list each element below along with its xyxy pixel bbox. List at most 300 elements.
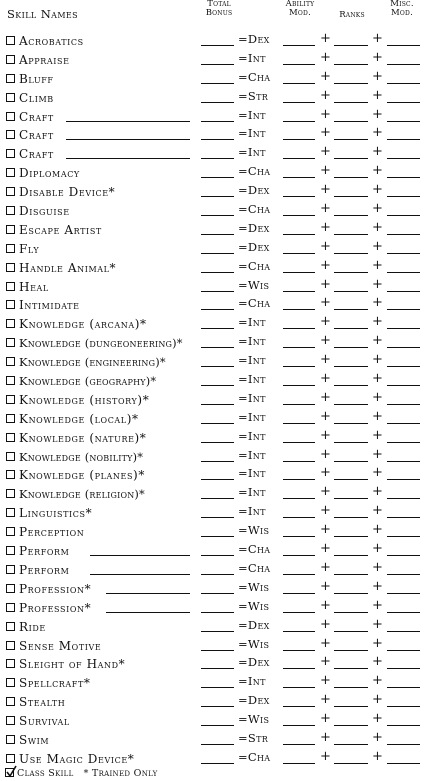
class-skill-checkbox[interactable] (6, 678, 15, 687)
ability-mod-field[interactable] (283, 593, 315, 594)
total-bonus-field[interactable] (201, 347, 234, 348)
skill-row (0, 748, 441, 767)
class-skill-checkbox[interactable] (6, 716, 15, 725)
ability-mod-field[interactable] (283, 272, 315, 273)
skill-row (0, 87, 441, 106)
ranks-field[interactable] (334, 45, 368, 46)
ability-label: =Cha (238, 258, 271, 273)
ability-mod-field[interactable] (283, 404, 315, 405)
ability-label: =Cha (238, 542, 271, 557)
total-bonus-field[interactable] (201, 517, 234, 518)
total-bonus-field[interactable] (201, 291, 234, 292)
header-misc-mod (384, 0, 420, 18)
misc-mod-field[interactable] (387, 423, 420, 424)
class-skill-checkbox[interactable] (6, 357, 15, 366)
plus-sign: + (372, 427, 383, 443)
ranks-field[interactable] (334, 517, 368, 518)
ranks-field[interactable] (334, 215, 368, 216)
total-bonus-field[interactable] (201, 83, 234, 84)
skill-name: Craft (19, 147, 54, 162)
class-skill-checkbox[interactable] (6, 584, 15, 593)
total-bonus-field[interactable] (201, 328, 234, 329)
ability-mod-field[interactable] (283, 687, 315, 688)
skill-row (0, 219, 441, 238)
header-ability-mod-line1: Ability (285, 0, 315, 9)
skill-row (0, 635, 441, 654)
misc-mod-field[interactable] (387, 612, 420, 613)
misc-mod-field[interactable] (387, 83, 420, 84)
total-bonus-field[interactable] (201, 423, 234, 424)
total-bonus-field[interactable] (201, 215, 234, 216)
plus-sign: + (372, 333, 383, 349)
ability-label: =Dex (238, 693, 270, 708)
class-skill-checkbox[interactable] (6, 433, 15, 442)
misc-mod-field[interactable] (387, 668, 420, 669)
plus-sign: + (372, 276, 383, 292)
class-skill-checkbox[interactable] (6, 452, 15, 461)
ability-label: =Int (238, 372, 266, 387)
ranks-field[interactable] (334, 196, 368, 197)
total-bonus-field[interactable] (201, 272, 234, 273)
class-skill-checkbox[interactable] (6, 149, 15, 158)
misc-mod-field[interactable] (387, 309, 420, 310)
misc-mod-field[interactable] (387, 593, 420, 594)
ability-mod-field[interactable] (283, 366, 315, 367)
ability-label: =Dex (238, 183, 270, 198)
ability-mod-field[interactable] (283, 253, 315, 254)
misc-mod-field[interactable] (387, 121, 420, 122)
plus-sign: + (320, 389, 331, 405)
ranks-field[interactable] (334, 385, 368, 386)
plus-sign: + (320, 182, 331, 198)
ability-label: =Int (238, 353, 266, 368)
ranks-field[interactable] (334, 498, 368, 499)
class-skill-checkbox[interactable] (6, 622, 15, 631)
plus-sign: + (320, 87, 331, 103)
ability-mod-field[interactable] (283, 83, 315, 84)
skill-name: Acrobatics (19, 34, 84, 48)
plus-sign: + (372, 389, 383, 405)
plus-sign: + (320, 314, 331, 330)
skill-name: Knowledge (dungeoneering)* (19, 336, 183, 351)
ranks-field[interactable] (334, 668, 368, 669)
ranks-field[interactable] (334, 347, 368, 348)
ability-mod-field[interactable] (283, 177, 315, 178)
misc-mod-field[interactable] (387, 385, 420, 386)
class-skill-checkbox[interactable] (6, 508, 15, 517)
plus-sign: + (320, 484, 331, 500)
misc-mod-field[interactable] (387, 234, 420, 235)
ranks-field[interactable] (334, 631, 368, 632)
ability-label: =Cha (238, 749, 271, 764)
ranks-field[interactable] (334, 328, 368, 329)
ability-mod-field[interactable] (283, 423, 315, 424)
class-skill-checkbox[interactable] (6, 187, 15, 196)
ability-label: =Int (238, 145, 266, 160)
misc-mod-field[interactable] (387, 687, 420, 688)
ability-mod-field[interactable] (283, 139, 315, 140)
plus-sign: + (372, 578, 383, 594)
plus-sign: + (320, 692, 331, 708)
class-skill-checkbox[interactable] (6, 168, 15, 177)
ability-label: =Cha (238, 560, 271, 575)
class-skill-checkbox[interactable] (6, 263, 15, 272)
ability-mod-field[interactable] (283, 385, 315, 386)
ranks-field[interactable] (334, 139, 368, 140)
ability-mod-field[interactable] (283, 706, 315, 707)
plus-sign: + (320, 125, 331, 141)
skill-subtype-field[interactable] (66, 139, 190, 140)
misc-mod-field[interactable] (387, 158, 420, 159)
total-bonus-field[interactable] (201, 45, 234, 46)
plus-sign: + (372, 503, 383, 519)
class-skill-checkbox[interactable] (6, 319, 15, 328)
total-bonus-field[interactable] (201, 574, 234, 575)
legend-class-skill: Class Skill (17, 768, 74, 779)
class-skill-checkbox[interactable] (6, 414, 15, 423)
plus-sign: + (372, 522, 383, 538)
total-bonus-field[interactable] (201, 102, 234, 103)
total-bonus-field[interactable] (201, 650, 234, 651)
plus-sign: + (372, 748, 383, 764)
total-bonus-field[interactable] (201, 612, 234, 613)
class-skill-checkbox[interactable] (6, 754, 15, 763)
total-bonus-field[interactable] (201, 309, 234, 310)
ability-mod-field[interactable] (283, 347, 315, 348)
total-bonus-field[interactable] (201, 744, 234, 745)
header-misc-mod-line1: Misc. (390, 0, 414, 9)
total-bonus-field[interactable] (201, 442, 234, 443)
skill-row (0, 483, 441, 502)
ability-label: =Int (238, 504, 266, 519)
ranks-field[interactable] (334, 253, 368, 254)
skill-subtype-field[interactable] (66, 158, 190, 159)
ability-mod-field[interactable] (283, 442, 315, 443)
plus-sign: + (320, 446, 331, 462)
class-skill-checkbox[interactable] (6, 603, 15, 612)
class-skill-checkbox[interactable] (6, 112, 15, 121)
plus-sign: + (372, 692, 383, 708)
skill-row (0, 238, 441, 257)
skill-row (0, 729, 441, 748)
class-skill-checkbox[interactable] (6, 282, 15, 291)
skill-list (0, 30, 441, 767)
ability-mod-field[interactable] (283, 234, 315, 235)
skill-row (0, 68, 441, 87)
misc-mod-field[interactable] (387, 404, 420, 405)
skill-name: Knowledge (nobility)* (19, 449, 144, 464)
ability-label: =Int (238, 126, 266, 141)
ability-label: =Wis (238, 636, 270, 651)
skill-subtype-field[interactable] (90, 574, 190, 575)
plus-sign: + (320, 408, 331, 424)
misc-mod-field[interactable] (387, 177, 420, 178)
class-skill-checkbox[interactable] (6, 74, 15, 83)
misc-mod-field[interactable] (387, 253, 420, 254)
plus-sign: + (320, 616, 331, 632)
header-total-bonus-line1: Total (207, 0, 231, 9)
ranks-field[interactable] (334, 366, 368, 367)
total-bonus-field[interactable] (201, 479, 234, 480)
skill-name: Perform (19, 562, 70, 577)
ability-mod-field[interactable] (283, 291, 315, 292)
total-bonus-field[interactable] (201, 64, 234, 65)
total-bonus-field[interactable] (201, 631, 234, 632)
misc-mod-field[interactable] (387, 461, 420, 462)
plus-sign: + (320, 578, 331, 594)
total-bonus-field[interactable] (201, 196, 234, 197)
skill-row (0, 49, 441, 68)
ranks-field[interactable] (334, 461, 368, 462)
class-skill-checkbox[interactable] (6, 527, 15, 536)
skill-row (0, 559, 441, 578)
plus-sign: + (320, 163, 331, 179)
plus-sign: + (372, 446, 383, 462)
plus-sign: + (372, 201, 383, 217)
ability-mod-field[interactable] (283, 158, 315, 159)
ability-mod-field[interactable] (283, 309, 315, 310)
total-bonus-field[interactable] (201, 366, 234, 367)
ranks-field[interactable] (334, 744, 368, 745)
misc-mod-field[interactable] (387, 347, 420, 348)
ability-mod-field[interactable] (283, 555, 315, 556)
skill-row (0, 124, 441, 143)
misc-mod-field[interactable] (387, 536, 420, 537)
misc-mod-field[interactable] (387, 744, 420, 745)
ranks-field[interactable] (334, 536, 368, 537)
ranks-field[interactable] (334, 158, 368, 159)
misc-mod-field[interactable] (387, 215, 420, 216)
total-bonus-field[interactable] (201, 253, 234, 254)
ranks-field[interactable] (334, 404, 368, 405)
ranks-field[interactable] (334, 64, 368, 65)
skill-row (0, 294, 441, 313)
plus-sign: + (372, 314, 383, 330)
skill-name: Knowledge (arcana)* (19, 317, 147, 332)
total-bonus-field[interactable] (201, 121, 234, 122)
ability-mod-field[interactable] (283, 479, 315, 480)
ranks-field[interactable] (334, 234, 368, 235)
ability-label: =Int (238, 466, 266, 481)
ranks-field[interactable] (334, 442, 368, 443)
misc-mod-field[interactable] (387, 498, 420, 499)
total-bonus-field[interactable] (201, 404, 234, 405)
plus-sign: + (320, 465, 331, 481)
ranks-field[interactable] (334, 423, 368, 424)
class-skill-checkbox[interactable] (6, 93, 15, 102)
skill-name: Knowledge (engineering)* (19, 355, 166, 370)
misc-mod-field[interactable] (387, 366, 420, 367)
ability-mod-field[interactable] (283, 517, 315, 518)
class-skill-checkbox[interactable] (6, 55, 15, 64)
total-bonus-field[interactable] (201, 687, 234, 688)
skill-subtype-field[interactable] (106, 612, 190, 613)
ranks-field[interactable] (334, 83, 368, 84)
misc-mod-field[interactable] (387, 102, 420, 103)
skill-name: Bluff (19, 71, 54, 86)
plus-sign: + (320, 748, 331, 764)
class-skill-checkbox[interactable] (6, 338, 15, 347)
class-skill-checkbox[interactable] (6, 735, 15, 744)
ranks-field[interactable] (334, 593, 368, 594)
plus-sign: + (372, 49, 383, 65)
misc-mod-field[interactable] (387, 631, 420, 632)
class-skill-checkbox[interactable] (6, 395, 15, 404)
skill-subtype-field[interactable] (90, 555, 190, 556)
class-skill-checkbox[interactable] (6, 470, 15, 479)
plus-sign: + (372, 408, 383, 424)
ability-label: =Int (238, 334, 266, 349)
class-skill-checkbox[interactable] (6, 244, 15, 253)
total-bonus-field[interactable] (201, 177, 234, 178)
class-skill-checkbox[interactable] (6, 489, 15, 498)
skill-row (0, 710, 441, 729)
misc-mod-field[interactable] (387, 763, 420, 764)
misc-mod-field[interactable] (387, 272, 420, 273)
skill-name: Knowledge (planes)* (19, 468, 145, 483)
ranks-field[interactable] (334, 102, 368, 103)
skill-row (0, 389, 441, 408)
ranks-field[interactable] (334, 309, 368, 310)
plus-sign: + (372, 125, 383, 141)
skill-row (0, 200, 441, 219)
ability-mod-field[interactable] (283, 45, 315, 46)
total-bonus-field[interactable] (201, 725, 234, 726)
class-skill-checkbox[interactable] (6, 565, 15, 574)
misc-mod-field[interactable] (387, 725, 420, 726)
class-skill-checkbox[interactable] (6, 546, 15, 555)
ranks-field[interactable] (334, 121, 368, 122)
ability-mod-field[interactable] (283, 763, 315, 764)
plus-sign: + (372, 616, 383, 632)
skill-subtype-field[interactable] (106, 593, 190, 594)
ability-mod-field[interactable] (283, 631, 315, 632)
class-skill-checkbox[interactable] (6, 36, 15, 45)
total-bonus-field[interactable] (201, 461, 234, 462)
ranks-field[interactable] (334, 291, 368, 292)
skill-name: Climb (19, 90, 54, 105)
misc-mod-field[interactable] (387, 139, 420, 140)
class-skill-checkbox[interactable] (6, 659, 15, 668)
ranks-field[interactable] (334, 177, 368, 178)
skill-row (0, 162, 441, 181)
skill-name: Spellcraft* (19, 676, 91, 691)
class-skill-checkbox[interactable] (6, 225, 15, 234)
class-skill-checkbox[interactable] (6, 130, 15, 139)
total-bonus-field[interactable] (201, 385, 234, 386)
ability-mod-field[interactable] (283, 461, 315, 462)
total-bonus-field[interactable] (201, 593, 234, 594)
ability-mod-field[interactable] (283, 574, 315, 575)
ranks-field[interactable] (334, 725, 368, 726)
skill-name: Sense Motive (19, 638, 102, 653)
total-bonus-field[interactable] (201, 706, 234, 707)
ranks-field[interactable] (334, 574, 368, 575)
ranks-field[interactable] (334, 612, 368, 613)
ranks-field[interactable] (334, 706, 368, 707)
ability-mod-field[interactable] (283, 102, 315, 103)
plus-sign: + (320, 427, 331, 443)
total-bonus-field[interactable] (201, 555, 234, 556)
misc-mod-field[interactable] (387, 442, 420, 443)
plus-sign: + (320, 144, 331, 160)
misc-mod-field[interactable] (387, 517, 420, 518)
skill-subtype-field[interactable] (66, 121, 190, 122)
ability-label: =Cha (238, 202, 271, 217)
skill-row (0, 672, 441, 691)
class-skill-checkbox[interactable] (6, 697, 15, 706)
plus-sign: + (320, 673, 331, 689)
ability-mod-field[interactable] (283, 498, 315, 499)
header-total-bonus (198, 0, 240, 18)
ability-mod-field[interactable] (283, 196, 315, 197)
ranks-field[interactable] (334, 555, 368, 556)
misc-mod-field[interactable] (387, 706, 420, 707)
ability-mod-field[interactable] (283, 536, 315, 537)
skill-name: Fly (19, 241, 40, 256)
ranks-field[interactable] (334, 272, 368, 273)
ranks-field[interactable] (334, 479, 368, 480)
skill-row (0, 502, 441, 521)
total-bonus-field[interactable] (201, 234, 234, 235)
ability-mod-field[interactable] (283, 725, 315, 726)
plus-sign: + (320, 597, 331, 613)
plus-sign: + (320, 371, 331, 387)
total-bonus-field[interactable] (201, 763, 234, 764)
class-skill-checkbox[interactable] (6, 641, 15, 650)
total-bonus-field[interactable] (201, 139, 234, 140)
skill-row (0, 143, 441, 162)
plus-sign: + (320, 219, 331, 235)
ability-mod-field[interactable] (283, 121, 315, 122)
ability-mod-field[interactable] (283, 744, 315, 745)
total-bonus-field[interactable] (201, 498, 234, 499)
misc-mod-field[interactable] (387, 291, 420, 292)
class-skill-checkbox[interactable] (6, 206, 15, 215)
skill-row (0, 181, 441, 200)
ability-mod-field[interactable] (283, 328, 315, 329)
misc-mod-field[interactable] (387, 64, 420, 65)
skill-row (0, 276, 441, 295)
ability-mod-field[interactable] (283, 668, 315, 669)
total-bonus-field[interactable] (201, 158, 234, 159)
skill-row (0, 427, 441, 446)
skill-row (0, 30, 441, 49)
ranks-field[interactable] (334, 687, 368, 688)
misc-mod-field[interactable] (387, 45, 420, 46)
ranks-field[interactable] (334, 650, 368, 651)
total-bonus-field[interactable] (201, 668, 234, 669)
ability-mod-field[interactable] (283, 612, 315, 613)
class-skill-checkbox[interactable] (6, 376, 15, 385)
misc-mod-field[interactable] (387, 479, 420, 480)
misc-mod-field[interactable] (387, 555, 420, 556)
misc-mod-field[interactable] (387, 574, 420, 575)
misc-mod-field[interactable] (387, 650, 420, 651)
total-bonus-field[interactable] (201, 536, 234, 537)
ability-mod-field[interactable] (283, 215, 315, 216)
plus-sign: + (320, 238, 331, 254)
ability-mod-field[interactable] (283, 650, 315, 651)
ability-mod-field[interactable] (283, 64, 315, 65)
misc-mod-field[interactable] (387, 328, 420, 329)
ranks-field[interactable] (334, 763, 368, 764)
class-skill-checkbox[interactable] (6, 300, 15, 309)
plus-sign: + (320, 522, 331, 538)
skill-row (0, 106, 441, 125)
misc-mod-field[interactable] (387, 196, 420, 197)
plus-sign: + (372, 597, 383, 613)
